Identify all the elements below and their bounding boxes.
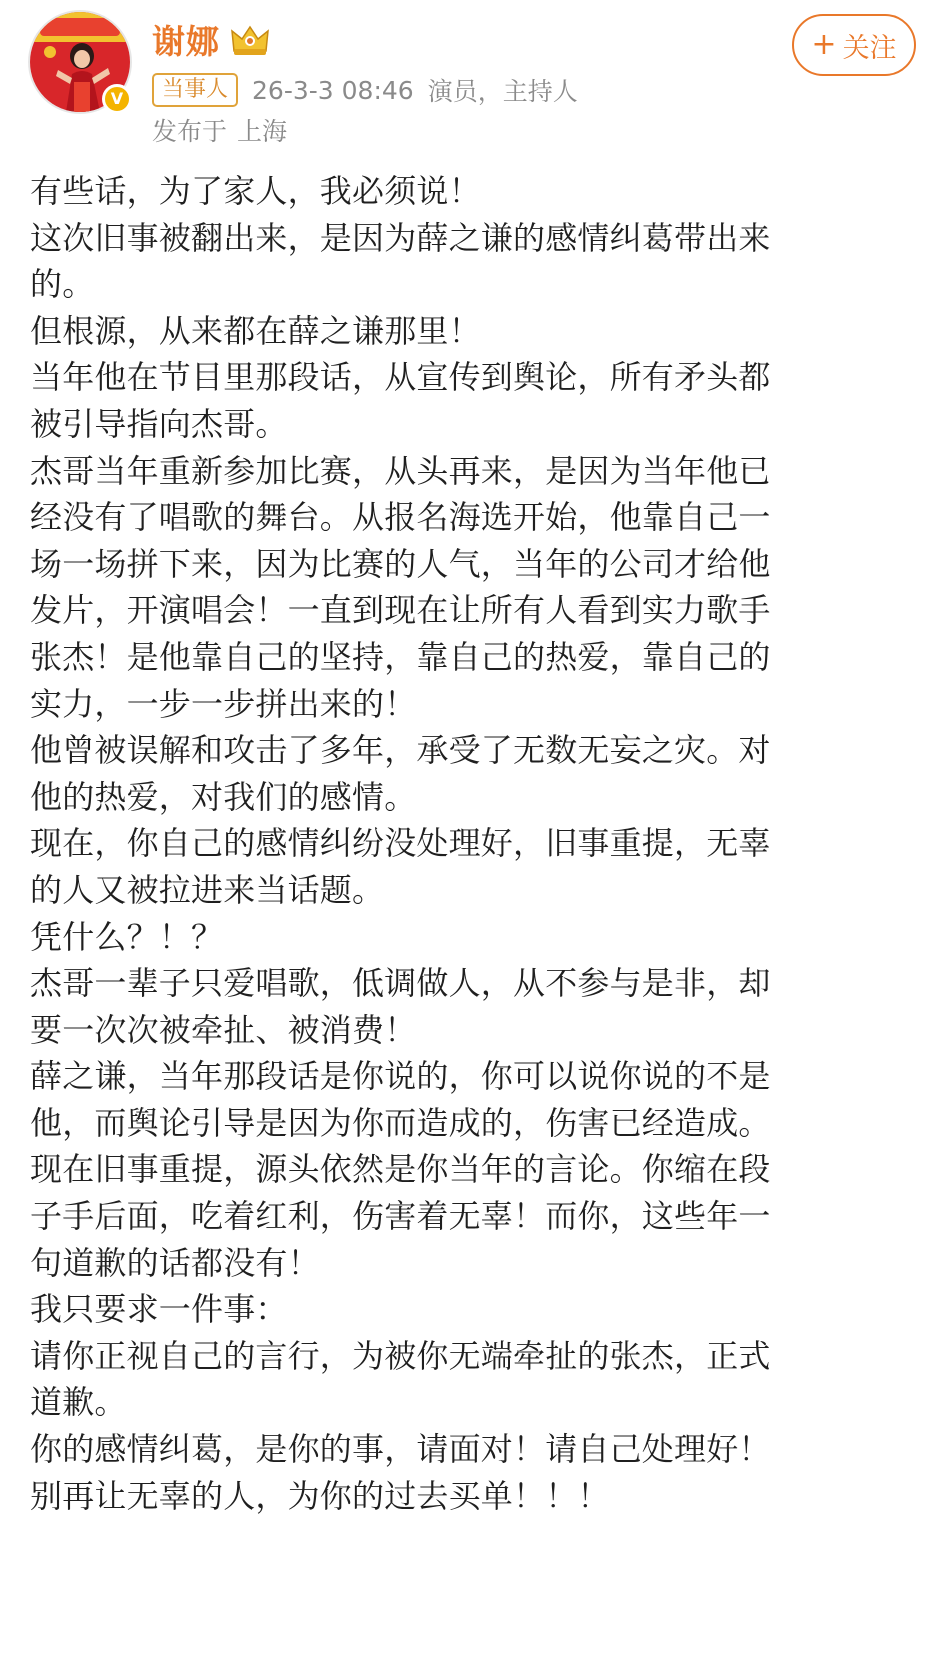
post-text-line: 我只要求一件事： <box>30 1290 288 1329</box>
meta-row <box>152 72 578 108</box>
location-prefix: 发布于 <box>152 117 228 146</box>
post-text-line: 他，而舆论引导是因为你而造成的，伤害已经造成。 <box>30 1103 771 1142</box>
post-text-line: 的人又被拉进来当话题。 <box>30 870 385 909</box>
post-text-line: 但根源，从来都在薛之谦那里！ <box>30 311 481 350</box>
username-row <box>152 16 270 63</box>
post-timestamp: 26-3-3 08:46 <box>252 75 414 105</box>
post-text-line: 他曾被误解和攻击了多年，承受了无数无妄之灾。对 <box>30 731 771 770</box>
post-text-line: 要一次次被牵扯、被消费！ <box>30 1010 417 1049</box>
post-text-line: 有些话，为了家人，我必须说！ <box>30 172 481 210</box>
post-text-line: 的。 <box>30 265 95 304</box>
post-text-line: 他的热爱，对我们的感情。 <box>30 777 417 816</box>
vip-crown-icon[interactable] <box>230 23 270 57</box>
follow-button[interactable] <box>792 14 916 76</box>
plus-icon: + <box>811 27 837 62</box>
post-text-line: 薛之谦，当年那段话是你说的，你可以说你说的不是 <box>30 1057 771 1096</box>
post-text-line: 现在旧事重提，源头依然是你当年的言论。你缩在段 <box>30 1150 771 1189</box>
post-text-line: 场一场拼下来，因为比赛的人气，当年的公司才给他 <box>30 544 771 583</box>
post-text-line: 道歉。 <box>30 1383 127 1422</box>
post-text-line: 经没有了唱歌的舞台。从报名海选开始，他靠自己一 <box>30 498 771 537</box>
post-text-line: 发片，开演唱会！一直到现在让所有人看到实力歌手 <box>30 591 771 630</box>
post-text-line: 别再让无辜的人，为你的过去买单！！！ <box>30 1476 610 1515</box>
post-text-line: 现在，你自己的感情纠纷没处理好，旧事重提，无辜 <box>30 824 771 863</box>
status-badge: 当事人 <box>152 73 238 107</box>
location-text: 上海 <box>237 117 288 146</box>
user-occupation: 演员，主持人 <box>427 77 578 106</box>
post-text-line: 你的感情纠葛，是你的事，请面对！请自己处理好！ <box>30 1430 771 1469</box>
post-text-line: 被引导指向杰哥。 <box>30 404 288 443</box>
post-text-line: 凭什么？！？ <box>30 917 224 956</box>
post-text-line: 请你正视自己的言行，为被你无端牵扯的张杰，正式 <box>30 1336 771 1375</box>
post-text-line: 句道歉的话都没有！ <box>30 1243 320 1282</box>
post-content <box>30 168 910 1519</box>
username[interactable]: 谢娜 <box>152 22 220 61</box>
post-text-line: 实力，一步一步拼出来的！ <box>30 684 417 723</box>
post-header <box>0 0 944 160</box>
follow-label: 关注 <box>842 32 897 64</box>
post-text-line: 当年他在节目里那段话，从宣传到舆论，所有矛头都 <box>30 358 771 397</box>
avatar-container[interactable] <box>28 10 140 122</box>
post-text-line: 杰哥当年重新参加比赛，从头再来，是因为当年他已 <box>30 451 771 490</box>
post-text-line: 这次旧事被翻出来，是因为薛之谦的感情纠葛带出来 <box>30 218 771 257</box>
verified-icon: V <box>102 84 132 114</box>
post-text-line: 张杰！是他靠自己的坚持，靠自己的热爱，靠自己的 <box>30 637 771 676</box>
post-text-line: 子手后面，吃着红利，伤害着无辜！而你，这些年一 <box>30 1197 771 1236</box>
location-row <box>152 112 287 148</box>
post-text-line: 杰哥一辈子只爱唱歌，低调做人，从不参与是非，却 <box>30 964 771 1003</box>
